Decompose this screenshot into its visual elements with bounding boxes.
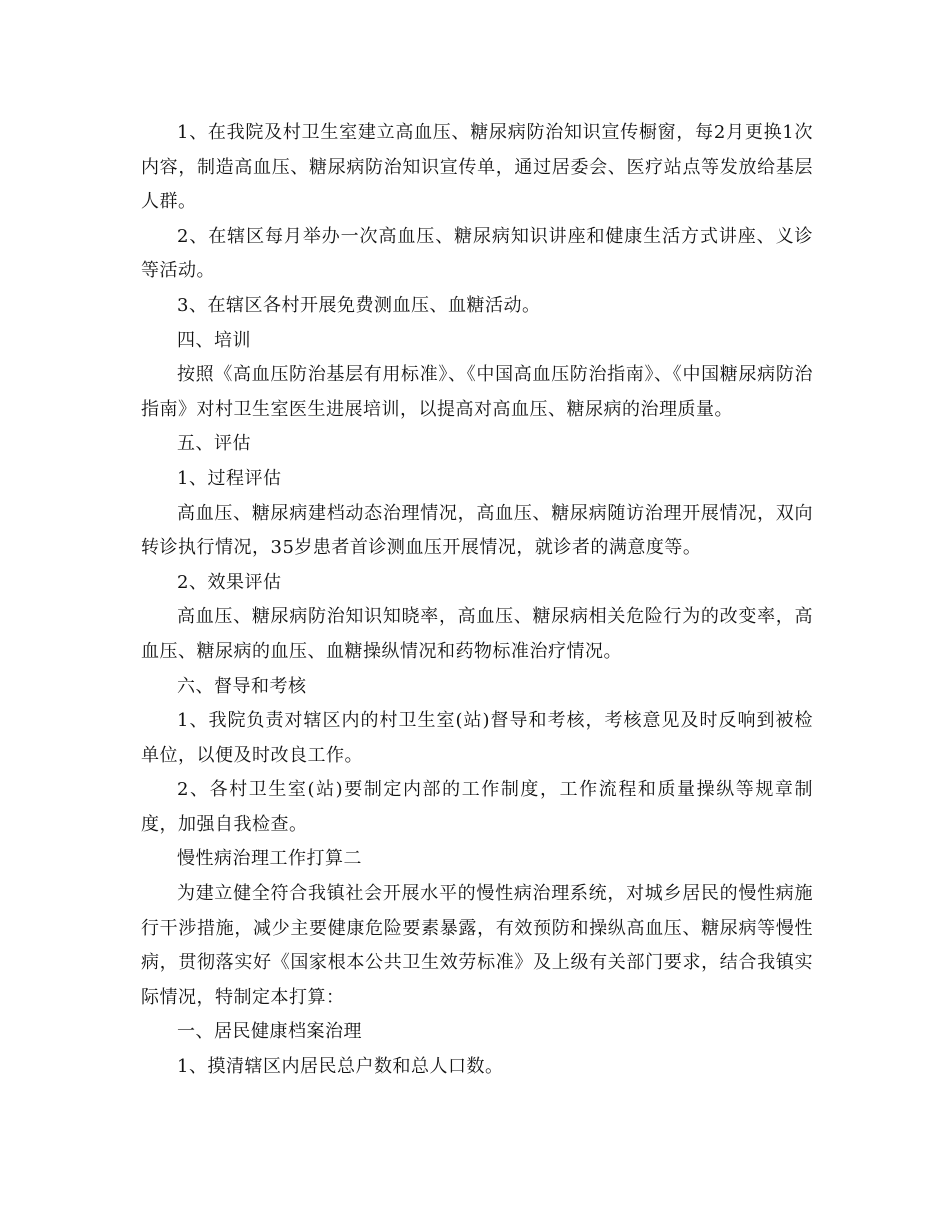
paragraph-process-evaluation: 高血压、糖尿病建档动态治理情况，高血压、糖尿病随访治理开展情况，双向转诊执行情况，35岁患者首诊测血压开展情况，就诊者的满意度等。	[141, 502, 813, 559]
paragraph-1: 1、在我院及村卫生室建立高血压、糖尿病防治知识宣传橱窗，每2月更换1次内容，制造高血压、糖尿病防治知识宣传单，通过居委会、医疗站点等发放给基层人群。	[141, 122, 813, 213]
section-heading-health-records: 一、居民健康档案治理	[177, 1021, 362, 1043]
paragraph-supervision-2: 2、各村卫生室(站)要制定内部的工作制度，工作流程和质量操纵等规章制度，加强自我检查。	[141, 779, 813, 835]
subheading-process-evaluation: 1、过程评估	[177, 467, 282, 489]
paragraph-health-records-1: 1、摸清辖区内居民总户数和总人口数。	[177, 1056, 504, 1078]
paragraph-supervision-1: 1、我院负责对辖区内的村卫生室(站)督导和考核，考核意见及时反响到被检单位，以便及时改良工作。	[141, 710, 813, 766]
paragraph-2: 2、在辖区每月举办一次高血压、糖尿病知识讲座和健康生活方式讲座、义诊等活动。	[141, 225, 813, 282]
document-body	[141, 116, 813, 1085]
paragraph-plan-two-intro: 为建立健全符合我镇社会开展水平的慢性病治理系统，对城乡居民的慢性病施行干涉措施，减少主要健康危险要素暴露，有效预防和操纵高血压、糖尿病等慢性病，贯彻落实好《国家根本公共卫生效劳标准》及上级有关部门要求，结合我镇实际情况，特制定本打算：	[141, 883, 813, 1008]
section-heading-evaluation: 五、评估	[177, 433, 251, 455]
paragraph-training: 按照《高血压防治基层有用标准》、《中国高血压防治指南》、《中国糖尿病防治指南》对村卫生室医生进展培训，以提高对高血压、糖尿病的治理质量。	[141, 364, 813, 420]
paragraph-3: 3、在辖区各村开展免费测血压、血糖活动。	[177, 294, 541, 316]
section-heading-supervision: 六、督导和考核	[177, 675, 307, 697]
plan-two-title: 慢性病治理工作打算二	[177, 848, 362, 870]
subheading-effect-evaluation: 2、效果评估	[177, 571, 282, 593]
section-heading-training: 四、培训	[177, 329, 251, 351]
paragraph-effect-evaluation: 高血压、糖尿病防治知识知晓率，高血压、糖尿病相关危险行为的改变率，高血压、糖尿病的血压、血糖操纵情况和药物标准治疗情况。	[141, 606, 813, 662]
